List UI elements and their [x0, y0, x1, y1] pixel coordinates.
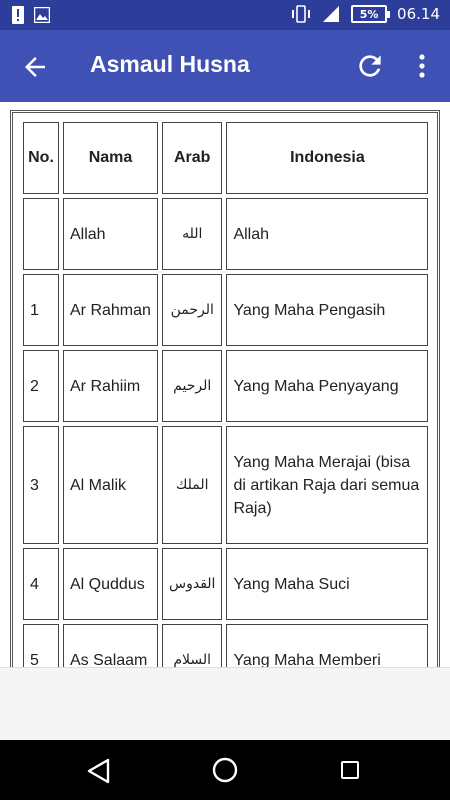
- alert-icon: [12, 6, 24, 24]
- nav-home-icon[interactable]: [211, 756, 239, 784]
- cell-indonesia: Yang Maha Memberi: [226, 624, 428, 667]
- cell-arab: الرحيم: [162, 350, 222, 422]
- cell-arab: القدوس: [162, 548, 222, 620]
- page-title: Asmaul Husna: [90, 51, 250, 77]
- cell-no: 4: [23, 548, 59, 620]
- refresh-icon[interactable]: [354, 50, 386, 82]
- status-bar: [0, 0, 450, 30]
- signal-icon: [321, 5, 341, 23]
- image-icon: [34, 7, 50, 23]
- cell-arab: الرحمن: [162, 274, 222, 346]
- vibrate-icon: [291, 5, 311, 23]
- cell-nama: Ar Rahiim: [63, 350, 158, 422]
- cell-nama: Al Quddus: [63, 548, 158, 620]
- table-row: [23, 426, 428, 544]
- cell-no: 5: [23, 624, 59, 667]
- cell-no: 2: [23, 350, 59, 422]
- content-area[interactable]: [0, 102, 450, 667]
- table-row: [23, 350, 428, 422]
- header-nama: Nama: [63, 122, 158, 194]
- table-row: [23, 548, 428, 620]
- battery-level: 5%: [359, 7, 379, 21]
- cell-nama: Allah: [63, 198, 158, 270]
- table-row: [23, 198, 428, 270]
- asmaul-husna-table: [10, 110, 440, 667]
- cell-indonesia: Allah: [226, 198, 428, 270]
- header-indonesia: Indonesia: [226, 122, 428, 194]
- nav-recents-icon[interactable]: [341, 761, 359, 779]
- bottom-blank-area: [0, 667, 450, 741]
- cell-nama: Ar Rahman: [63, 274, 158, 346]
- header-no: No.: [23, 122, 59, 194]
- more-vert-icon[interactable]: [410, 50, 434, 82]
- names-table: [19, 118, 432, 667]
- table-row: [23, 624, 428, 667]
- cell-no: [23, 198, 59, 270]
- arrow-back-icon[interactable]: [20, 52, 50, 82]
- cell-nama: As Salaam: [63, 624, 158, 667]
- cell-indonesia: Yang Maha Merajai (bisa di artikan Raja dari semua Raja): [226, 426, 428, 544]
- cell-no: 3: [23, 426, 59, 544]
- app-bar: [0, 30, 450, 102]
- cell-no: 1: [23, 274, 59, 346]
- cell-nama: Al Malik: [63, 426, 158, 544]
- table-row: [23, 274, 428, 346]
- cell-arab: السلام: [162, 624, 222, 667]
- cell-indonesia: Yang Maha Suci: [226, 548, 428, 620]
- table-header-row: [23, 122, 428, 194]
- cell-arab: الله: [162, 198, 222, 270]
- cell-indonesia: Yang Maha Penyayang: [226, 350, 428, 422]
- cell-arab: الملك: [162, 426, 222, 544]
- battery-icon: [351, 5, 387, 23]
- cell-indonesia: Yang Maha Pengasih: [226, 274, 428, 346]
- navigation-bar: [0, 740, 450, 800]
- nav-back-icon[interactable]: [86, 758, 112, 784]
- clock: 06.14: [397, 5, 440, 23]
- header-arab: Arab: [162, 122, 222, 194]
